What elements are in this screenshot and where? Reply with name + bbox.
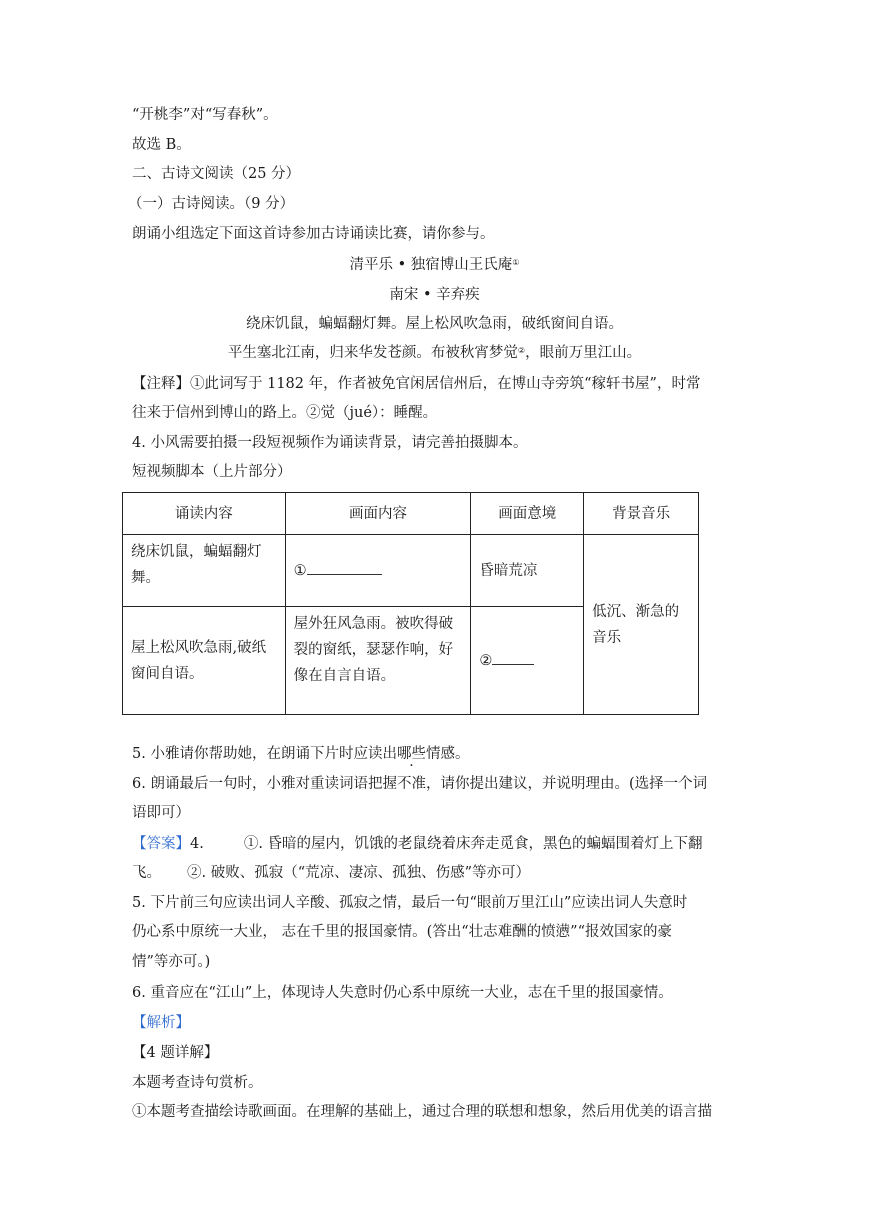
subsection-heading: （一）古诗阅读。（9 分） [128, 196, 295, 212]
answer-line: 情”等亦可。) [132, 954, 211, 970]
table-header: 画面意境 [471, 493, 584, 535]
answer-line: 5. 下片前三句应读出词人辛酸、孤寂之情，最后一句“眼前万里江山”应读出词人失意时 [132, 895, 688, 911]
question-6: 语即可） [132, 805, 190, 821]
video-script-table [122, 492, 699, 715]
question-5: 5. 小雅请你帮助她，在朗诵下片时应读出哪些情感。 [132, 746, 470, 762]
text-line: 故选 B。 [132, 137, 191, 153]
table-cell: ① [285, 535, 471, 607]
answer-line: 6. 重音应在“江山”上，体现诗人失意时仍心系中原统一大业，志在千里的报国豪情。 [132, 985, 673, 1001]
text-line: “开桃李”对“写春秋”。 [132, 107, 278, 123]
table-header-row [123, 493, 699, 535]
table-cell: 屋上松风吹急雨,破纸窗间自语。 [123, 607, 286, 715]
table-header: 画面内容 [285, 493, 471, 535]
poem-author: 南宋 • 辛弃疾 [389, 287, 480, 303]
answer-blank [307, 560, 382, 575]
table-cell: 低沉、渐急的音乐 [584, 535, 699, 715]
emphasis-text: 哪些 [396, 746, 426, 762]
answer-line: 仍心系中原统一大业， 志在千里的报国豪情。(答出“壮志难酬的愤懑”“报效国家的豪 [132, 924, 673, 940]
answer-line: 【答案】4. ①. 昏暗的屋内，饥饿的老鼠绕着床奔走觅食，黑色的蝙蝠围着灯上下翻 [132, 836, 703, 852]
table-cell: ② [471, 607, 584, 715]
table-cell: 屋外狂风急雨。被吹得破裂的窗纸，瑟瑟作响，好像在自言自语。 [285, 607, 471, 715]
footnote-marker: ① [512, 258, 520, 267]
answer-blank [492, 650, 534, 665]
table-header: 背景音乐 [584, 493, 699, 535]
analysis-text: ①本题考查描绘诗歌画面。在理解的基础上，通过合理的联想和想象，然后用优美的语言描 [132, 1104, 712, 1120]
table-caption: 短视频脚本（上片部分） [132, 464, 292, 480]
answer-line: 飞。 ②. 破败、孤寂（“荒凉、凄凉、孤独、伤感”等亦可） [132, 865, 531, 881]
table-header: 诵读内容 [123, 493, 286, 535]
question-6: 6. 朗诵最后一句时，小雅对重读词语把握不准，请你提出建议，并说明理由。(选择一个词 [132, 776, 708, 792]
table-cell: 昏暗荒凉 [471, 535, 584, 607]
poem-line: 平生塞北江南，归来华发苍颜。布被秋宵梦觉②，眼前万里江山。 [227, 345, 642, 361]
answer-tag: 【答案】 [132, 836, 190, 852]
text-line: 朗诵小组选定下面这首诗参加古诗诵读比赛，请你参与。 [132, 226, 495, 242]
table-row [123, 535, 699, 607]
analysis-tag: 【解析】 [132, 1015, 190, 1031]
analysis-heading: 【4 题详解】 [132, 1045, 219, 1061]
poem-line: 绕床饥鼠，蝙蝠翻灯舞。屋上松风吹急雨，破纸窗间自语。 [246, 316, 623, 332]
question-4: 4. 小风需要拍摄一段短视频作为诵读背景，请完善拍摄脚本。 [132, 435, 528, 451]
note-text: 往来于信州到博山的路上。②觉（jué）：睡醒。 [132, 405, 438, 421]
poem-title: 清平乐 • 独宿博山王氏庵① [349, 257, 520, 273]
table-cell: 绕床饥鼠，蝙蝠翻灯舞。 [123, 535, 286, 607]
note-text: 【注释】①此词写于 1182 年，作者被免官闲居信州后，在博山寺旁筑“稼轩书屋”，时常 [132, 376, 701, 392]
footnote-marker: ② [517, 346, 526, 355]
analysis-text: 本题考查诗句赏析。 [132, 1075, 263, 1091]
section-heading: 二、古诗文阅读（25 分） [132, 166, 301, 182]
